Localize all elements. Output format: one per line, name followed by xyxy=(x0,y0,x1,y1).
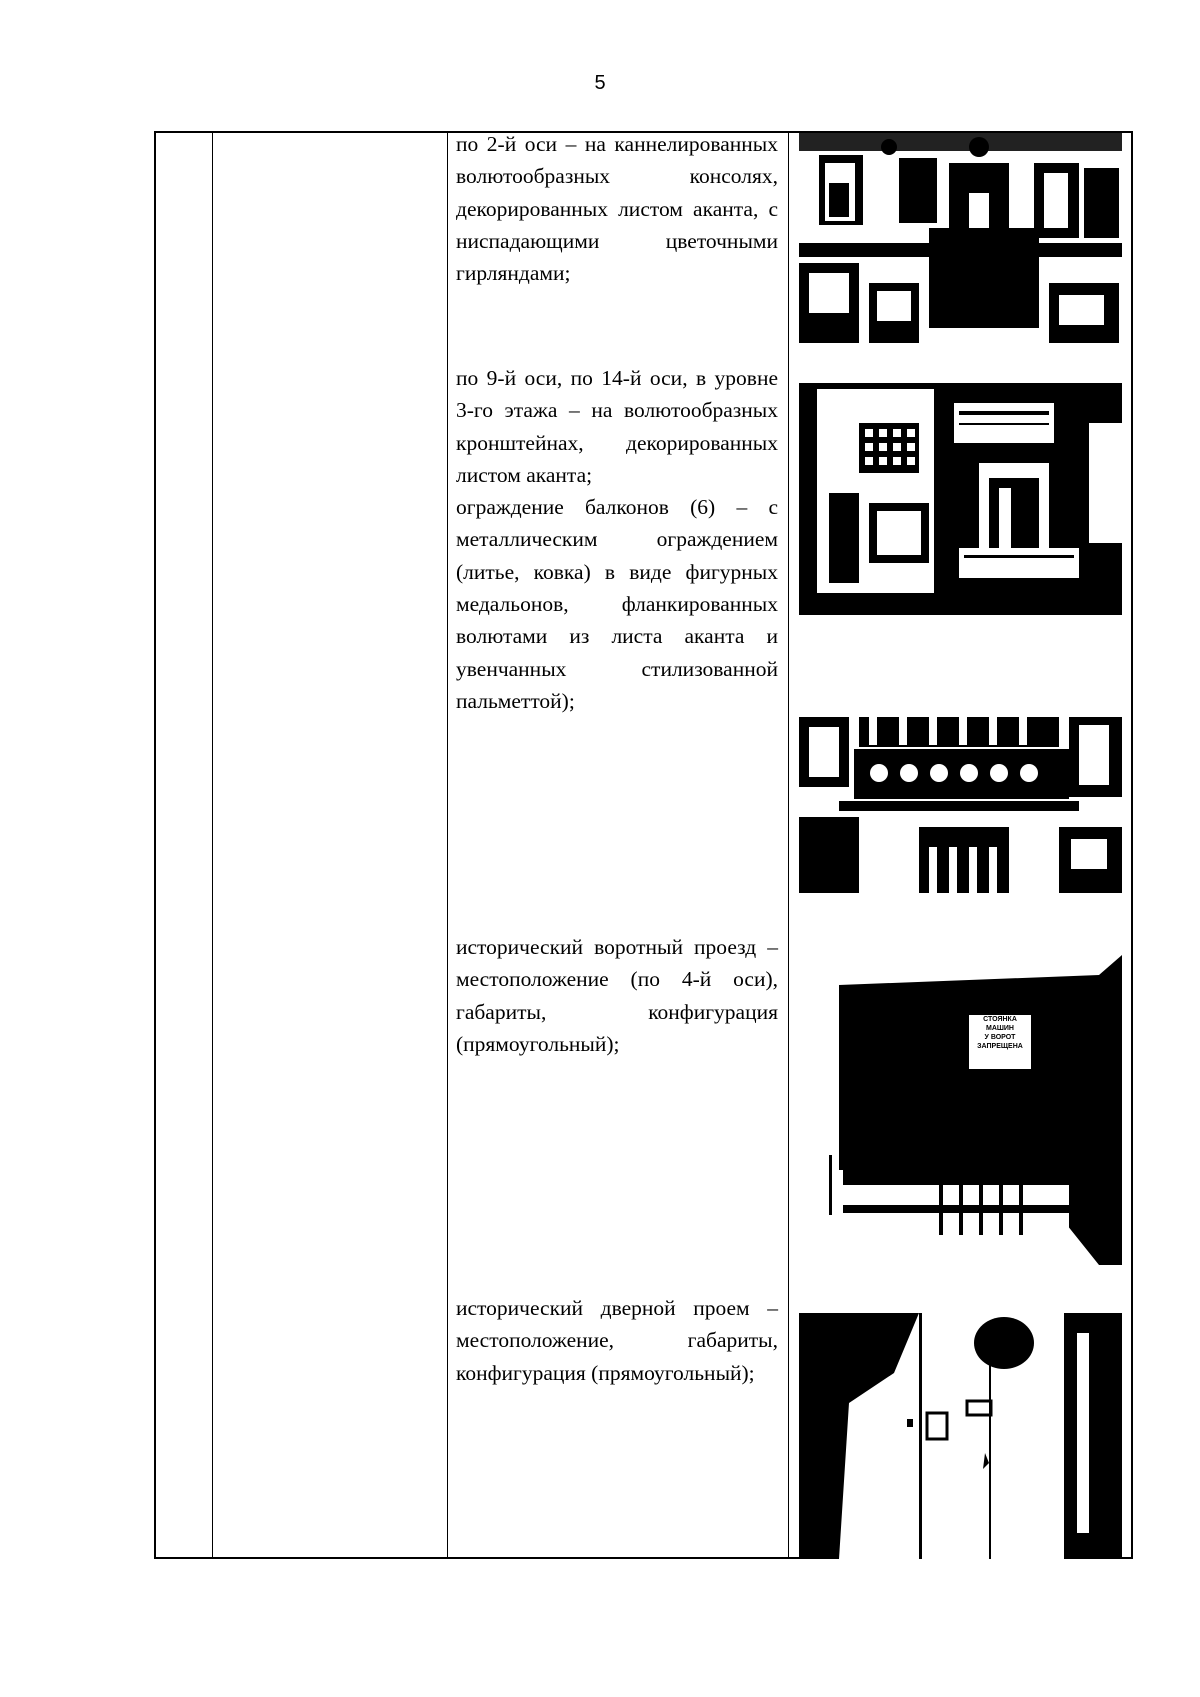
gate-sign: СТОЯНКА МАШИН У ВОРОТ ЗАПРЕЩЕНА xyxy=(977,1016,1023,1050)
row-text-railing: ограждение балконов (6) – с металлическим ограждением (литье, ковка) в виде фигурных медальонов, фланкированных волютами из листа аканта и увенчанных стилизованной пальметтой); xyxy=(456,495,778,713)
column-divider-2 xyxy=(447,133,448,1557)
row-text-door: исторический дверной проем – местоположение, габариты, конфигурация (прямоугольный); xyxy=(456,1296,778,1385)
column-divider-1 xyxy=(212,133,213,1557)
door-photo xyxy=(799,1313,1122,1559)
facade-photo xyxy=(799,133,1122,343)
page-number: 5 xyxy=(594,72,606,94)
balcony-photo xyxy=(799,383,1122,615)
heritage-table xyxy=(154,131,1133,1559)
balcony-railing-photo xyxy=(799,717,1122,893)
row-text-axis-2: по 2-й оси – на каннелированных волютообразных консолях, декорированных листом аканта, с ниспадающими цветочными гирляндами; xyxy=(456,132,778,286)
row-text-axis-9-14: по 9-й оси, по 14-й оси, в уровне 3-го этажа – на волютообразных кронштейнах, декорированных листом аканта; ограждение балконов (6) – с металлическим ограждением (литье, ковка) в виде фигурных медальонов, фланкированных волютами из листа аканта и увенчанных стилизованной пальметтой); xyxy=(456,362,778,717)
gate-photo xyxy=(799,915,1122,1265)
column-divider-3 xyxy=(788,133,789,1557)
row-text-gate: исторический воротный проезд –местоположение (по 4-й оси), габариты, конфигурация (прямоугольный); xyxy=(456,935,778,1056)
